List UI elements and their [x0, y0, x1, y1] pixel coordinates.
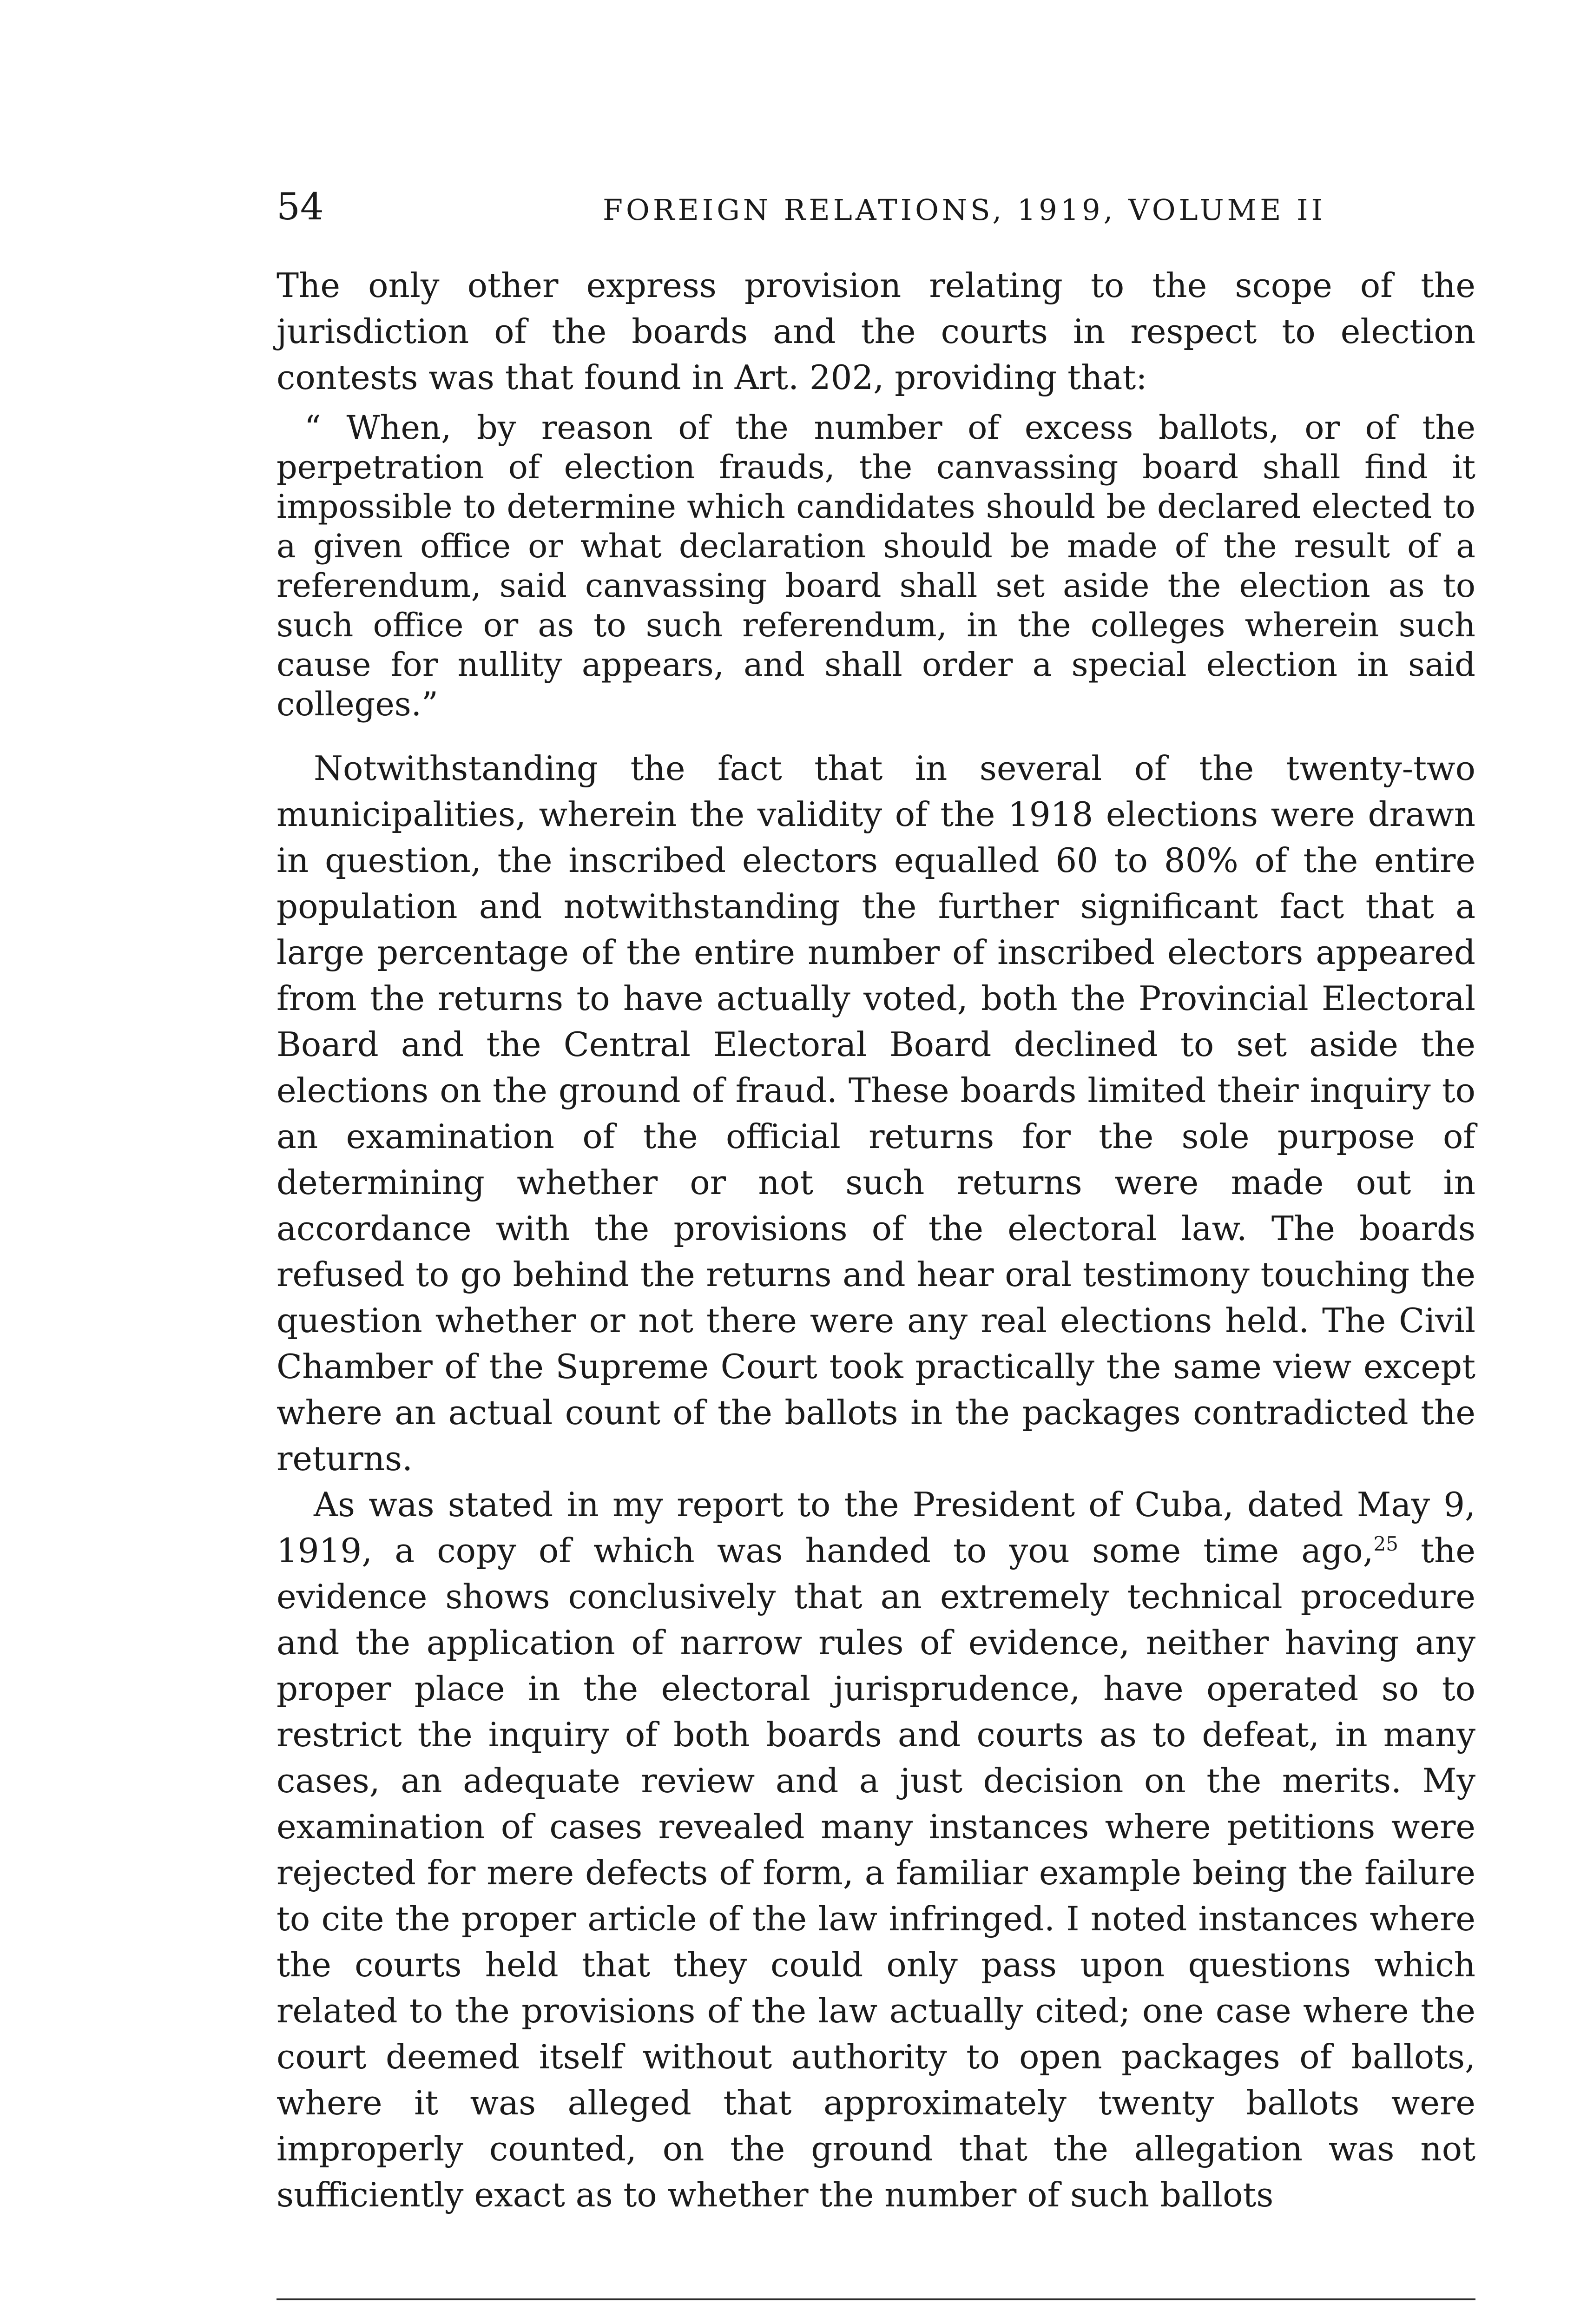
intro-paragraph: The only other express provision relating to the scope of the jurisdiction of the boards and the courts in respect to election contests was that found in Art. 202, providing that: — [277, 266, 1475, 397]
paragraph-electoral-boards: Notwithstanding the fact that in several of the twenty-two municipalities, wherein the validity of the 1918 elections were drawn in question, the inscribed electors equalled 60 to 80% of the entire population and notwithstanding the further significant fact that a large percentage of the entire number of inscribed electors appeared from the returns to have actually voted, both the Provincial Electoral Board and the Central Electoral Board declined to set aside the elections on the ground of fraud. These boards limited their inquiry to an examination of the official returns for the sole purpose of determining whether or not such returns were made out in accordance with the provisions of the electoral law. The boards refused to go behind the returns and hear oral testimony touching the question whether or not there were any real elections held. The Civil Chamber of the Supreme Court took practically the same view except where an actual count of the ballots in the packages contradicted the returns. — [277, 749, 1475, 1478]
paragraph-report-part-1: As was stated in my report to the President of Cuba, dated May 9, 1919, a copy of which was handed to you some time ago, — [277, 1485, 1475, 1570]
paragraph-report — [277, 1482, 1475, 2218]
footnote-divider — [277, 2298, 1475, 2300]
body-text — [277, 263, 1475, 2218]
running-head: FOREIGN RELATIONS, 1919, VOLUME II — [602, 193, 1326, 227]
paragraph-report-part-2: the evidence shows conclusively that an extremely technical procedure and the application of narrow rules of evidence, neither having any proper place in the electoral jurisprudence, have operated so to restrict the inquiry of both boards and courts as to defeat, in many cases, an adequate review and a just decision on the merits. My examination of cases revealed many instances where petitions were rejected for mere defects of form, a familiar example being the failure to cite the proper article of the law infringed. I noted instances where the courts held that they could only pass upon questions which related to the provisions of the law actually cited; one case where the court deemed itself without authority to open packages of ballots, where it was alleged that approximately twenty ballots were improperly counted, on the ground that the allegation was not sufficiently exact as to whether the number of such ballots — [277, 1531, 1475, 2214]
page-header — [277, 184, 1475, 235]
footnote-reference: 25 — [1373, 1532, 1398, 1555]
quoted-article: “ When, by reason of the number of excess ballots, or of the perpetration of election frauds, the canvassing board shall find it impossible to determine which candidates should be declared elected to a given office or what declaration should be made of the result of a referendum, said canvassing board shall set aside the election as to such office or as to such referendum, in the colleges wherein such cause for nullity appears, and shall order a special election in said colleges.” — [277, 409, 1475, 723]
page-number: 54 — [277, 185, 324, 228]
